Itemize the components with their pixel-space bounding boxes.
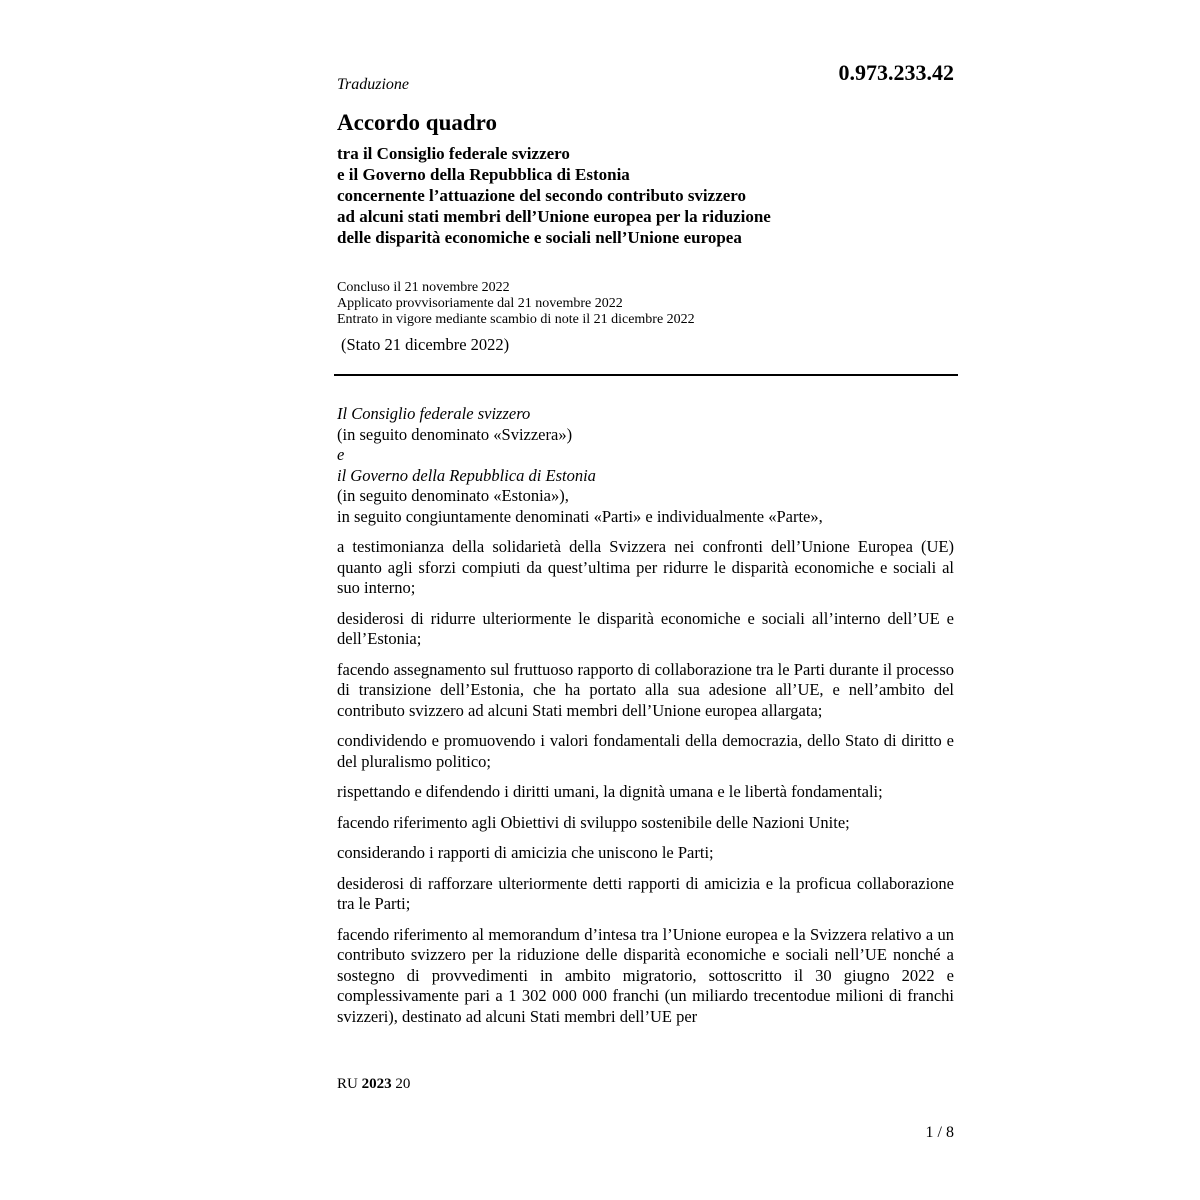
document-title: Accordo quadro bbox=[337, 110, 497, 135]
official-collection-ref bbox=[337, 1074, 410, 1094]
preamble-paragraph: rispettando e difendendo i diritti umani, la dignità umana e le libertà fondamentali; bbox=[337, 782, 883, 801]
party-1-alias: (in seguito denominato «Svizzera») bbox=[337, 424, 573, 444]
party-2: il Governo della Repubblica di Estonia bbox=[337, 465, 596, 485]
subtitle-line: delle disparità economiche e sociali nell’Unione europea bbox=[337, 228, 742, 247]
document-subtitle bbox=[337, 143, 957, 248]
preamble-paragraph: facendo riferimento al memorandum d’intesa tra l’Unione europea e la Svizzera relativo a un contributo svizzero per la riduzione delle disparità economiche e sociali nell’UE nonché a sostegno di provvedimenti in ambito migratorio, sottoscritto il 30 giugno 2022 e complessivamente pari a 1 302 000 000 franchi (un miliardo trecentodue milioni di franchi svizzeri), destinato ad alcuni Stati membri dell’UE per bbox=[337, 924, 954, 1026]
preamble-paragraph: a testimonianza della solidarietà della Svizzera nei confronti dell’Unione Europea (UE) quanto agli sforzi compiuti da quest’ultima per ridurre le disparità economiche e sociali al suo interno; bbox=[337, 537, 954, 597]
in-force-date: Entrato in vigore mediante scambio di note il 21 dicembre 2022 bbox=[337, 312, 695, 327]
ru-number: 20 bbox=[395, 1076, 411, 1092]
preamble-paragraph: considerando i rapporti di amicizia che uniscono le Parti; bbox=[337, 843, 714, 862]
party-conjunction: e bbox=[337, 445, 345, 464]
ru-prefix: RU bbox=[337, 1076, 358, 1092]
preamble-paragraph: facendo riferimento agli Obiettivi di sviluppo sostenibile delle Nazioni Unite; bbox=[337, 812, 850, 832]
subtitle-line: ad alcuni stati membri dell’Unione europea per la riduzione bbox=[337, 207, 771, 226]
header-divider bbox=[334, 374, 958, 376]
date-block bbox=[337, 280, 695, 328]
preamble-paragraph: desiderosi di rafforzare ulteriormente detti rapporti di amicizia e la proficua collaborazione tra le Parti; bbox=[337, 873, 954, 913]
status-date: (Stato 21 dicembre 2022) bbox=[341, 335, 510, 354]
preamble-paragraph: condividendo e promuovendo i valori fondamentali della democrazia, dello Stato di diritto e del pluralismo politico; bbox=[337, 731, 954, 771]
translation-label: Traduzione bbox=[337, 76, 410, 93]
concluded-date: Concluso il 21 novembre 2022 bbox=[337, 280, 510, 295]
subtitle-line: tra il Consiglio federale svizzero bbox=[337, 144, 570, 163]
subtitle-line: concernente l’attuazione del secondo contributo svizzero bbox=[337, 186, 747, 205]
page-number: 1 / 8 bbox=[925, 1124, 954, 1141]
document-body bbox=[337, 404, 954, 1027]
sr-number: 0.973.233.42 bbox=[838, 60, 954, 85]
parties-block bbox=[337, 404, 954, 527]
party-1: Il Consiglio federale svizzero bbox=[337, 404, 531, 423]
subtitle-line: e il Governo della Repubblica di Estonia bbox=[337, 165, 630, 184]
preamble-paragraph: desiderosi di ridurre ulteriormente le disparità economiche e sociali all’interno dell’UE e dell’Estonia; bbox=[337, 608, 954, 648]
joint-alias: in seguito congiuntamente denominati «Parti» e individualmente «Parte», bbox=[337, 506, 823, 526]
provisional-date: Applicato provvisoriamente dal 21 novembre 2022 bbox=[337, 296, 623, 311]
party-2-alias: (in seguito denominato «Estonia»), bbox=[337, 486, 569, 505]
ru-year: 2023 bbox=[361, 1076, 392, 1092]
preamble-paragraph: facendo assegnamento sul fruttuoso rapporto di collaborazione tra le Parti durante il processo di transizione dell’Estonia, che ha portato alla sua adesione all’UE, e nell’ambito del contributo svizzero ad alcuni Stati membri dell’Unione europea allargata; bbox=[337, 659, 954, 720]
